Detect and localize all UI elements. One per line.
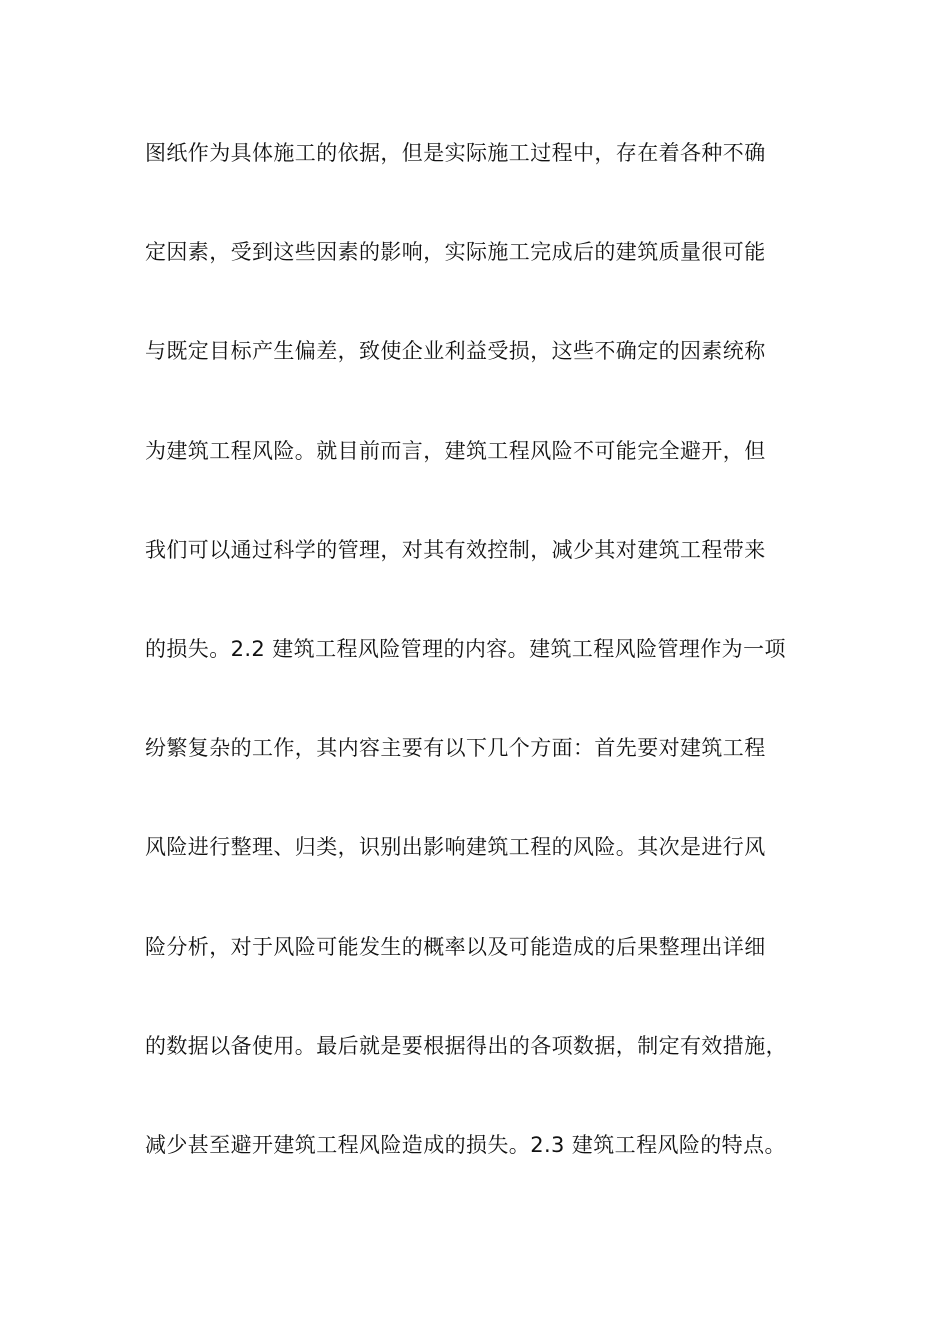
text-line: 定因素，受到这些因素的影响，实际施工完成后的建筑质量很可能	[145, 240, 766, 265]
text-line: 的数据以备使用。最后就是要根据得出的各项数据，制定有效措施，	[145, 1033, 787, 1058]
text-line: 我们可以通过科学的管理，对其有效控制，减少其对建筑工程带来	[145, 537, 766, 562]
text-line: 减少甚至避开建筑工程风险造成的损失。2.3 建筑工程风险的特点。	[145, 1132, 786, 1157]
text-line: 纷繁复杂的工作，其内容主要有以下几个方面：首先要对建筑工程	[145, 736, 766, 761]
body-paragraph	[145, 131, 825, 1222]
text-line: 为建筑工程风险。就目前而言，建筑工程风险不可能完全避开，但	[145, 438, 766, 463]
text-line: 图纸作为具体施工的依据，但是实际施工过程中，存在着各种不确	[145, 141, 766, 165]
text-line: 与既定目标产生偏差，致使企业利益受损，这些不确定的因素统称	[145, 339, 766, 364]
text-line: 的损失。2.2 建筑工程风险管理的内容。建筑工程风险管理作为一项	[145, 636, 786, 661]
text-line: 险分析，对于风险可能发生的概率以及可能造成的后果整理出详细	[145, 934, 766, 959]
text-line: 风险进行整理、归类，识别出影响建筑工程的风险。其次是进行风	[145, 835, 766, 860]
